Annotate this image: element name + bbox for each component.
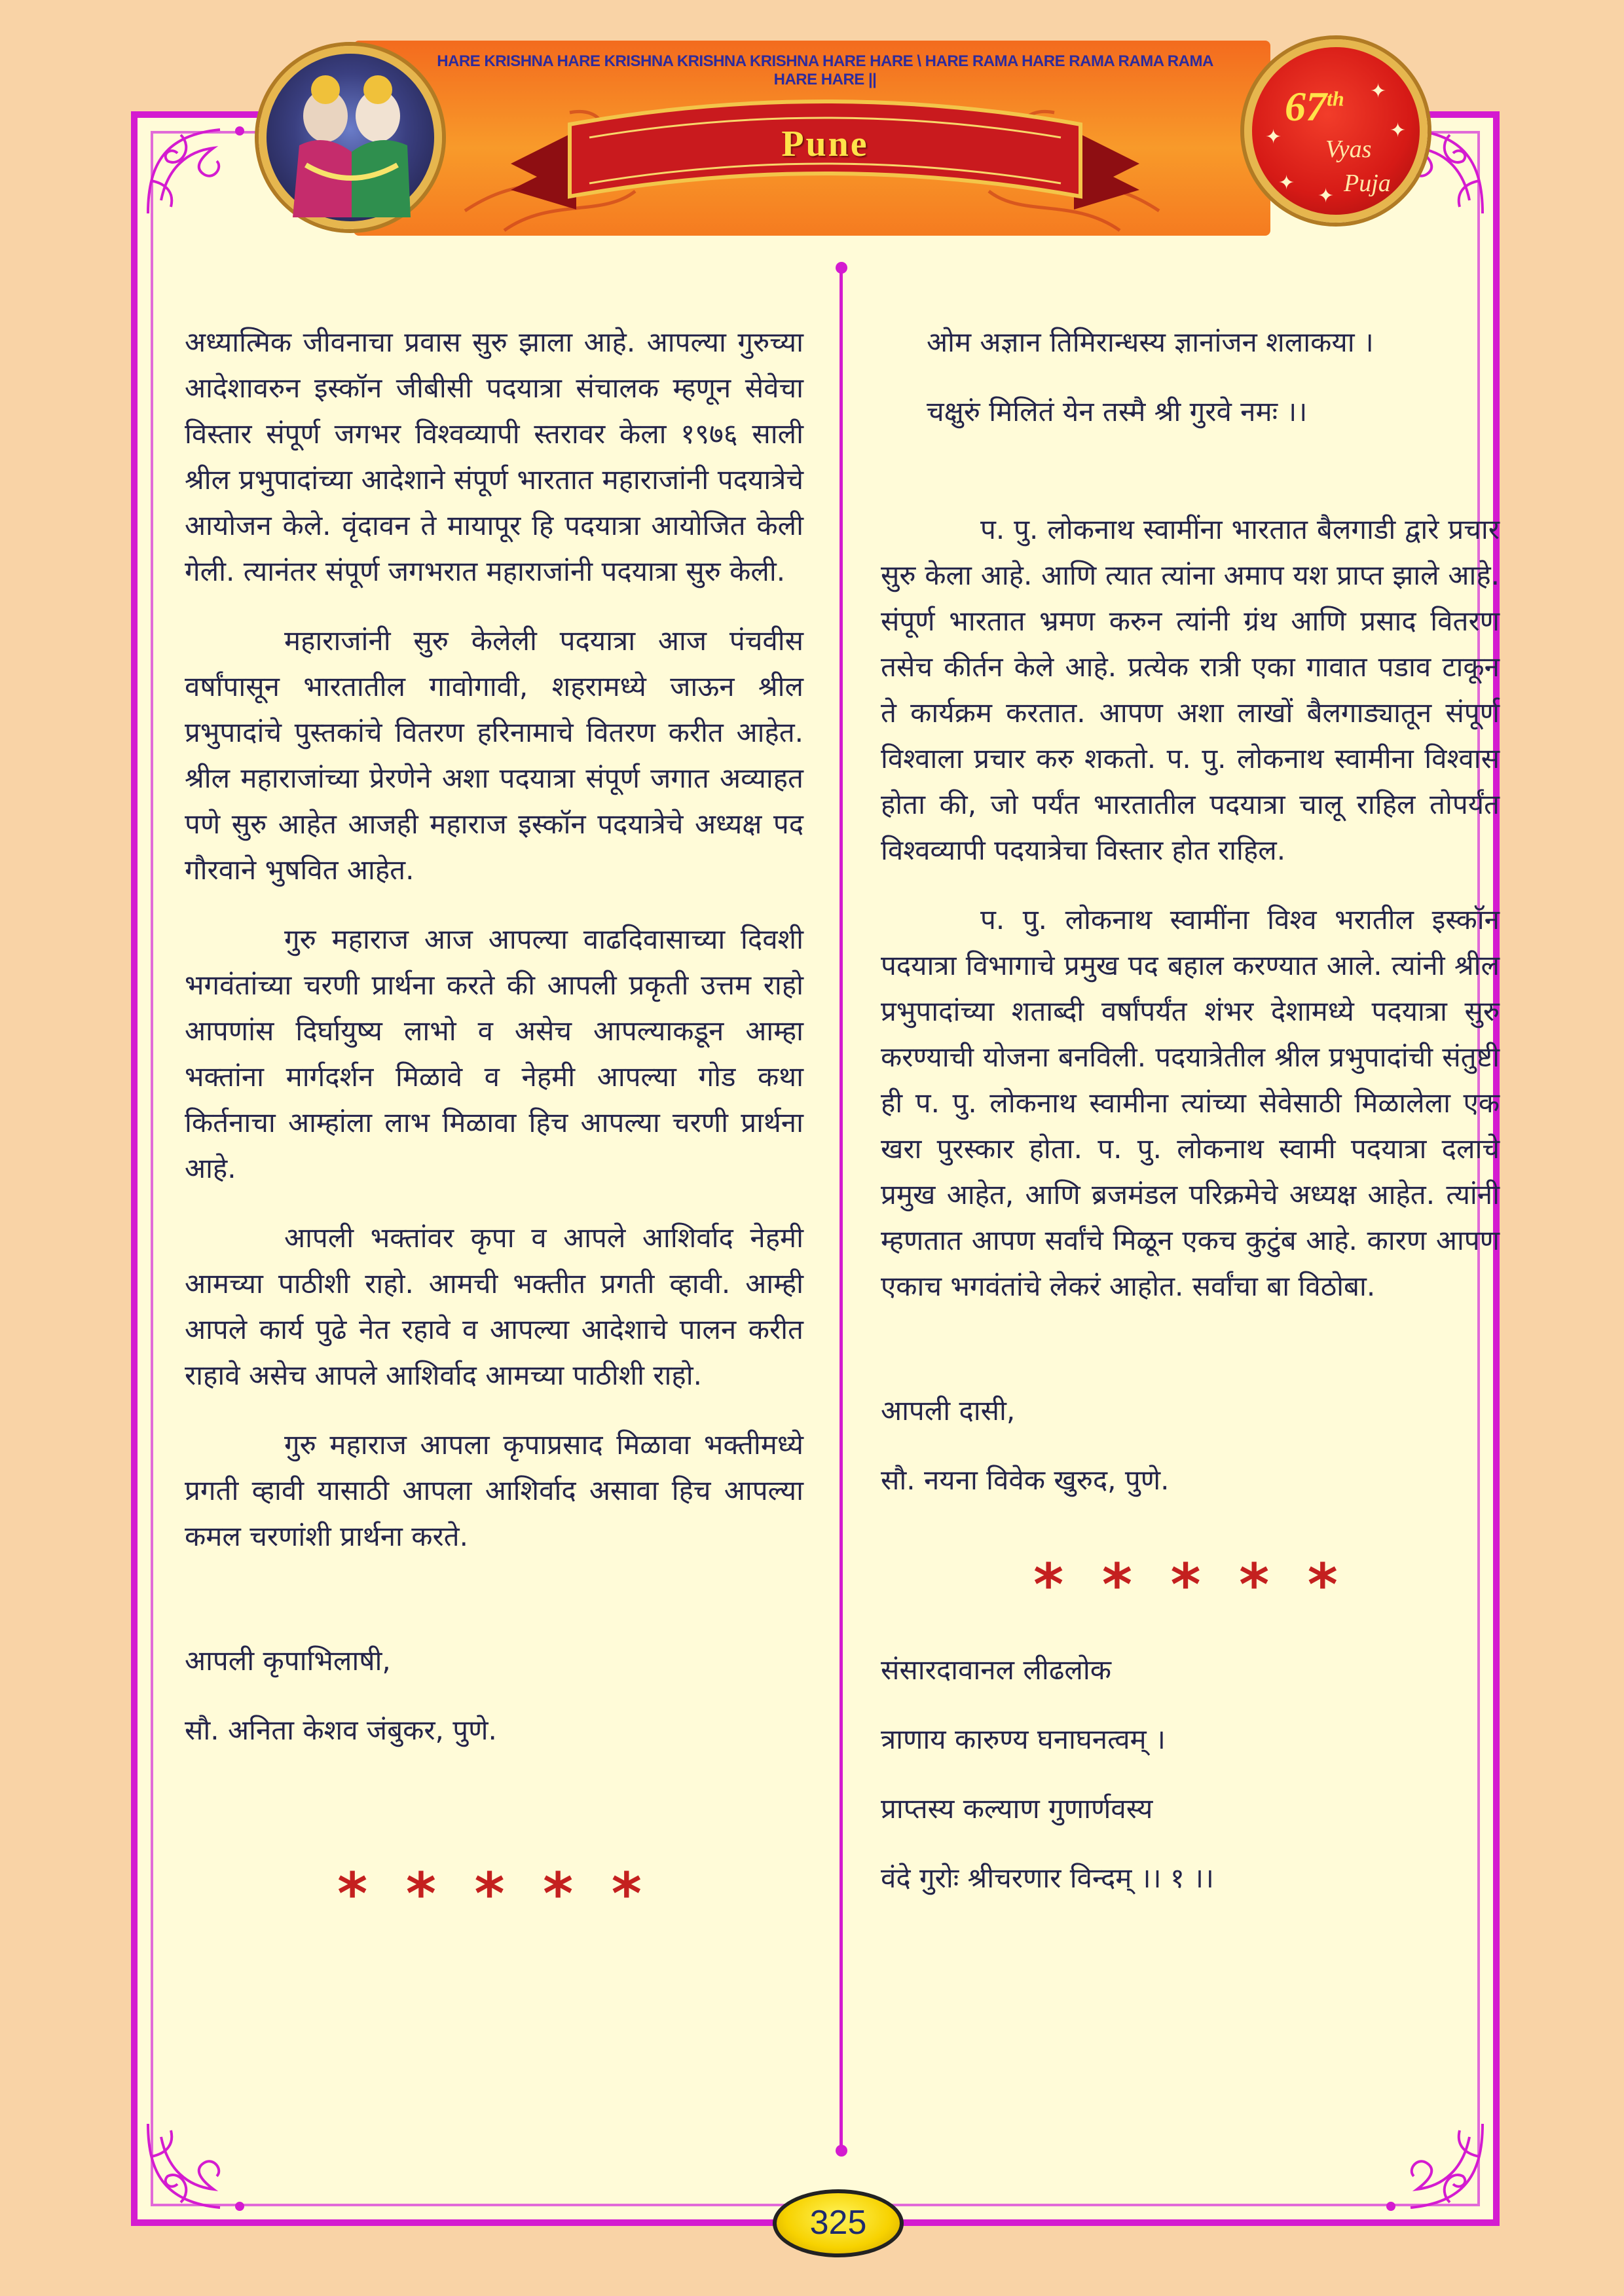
sloka-line-2: त्राणाय कारुण्य घनाघनत्वम् । [881,1723,1166,1755]
ribbon-banner-icon [498,85,1153,223]
star-icon: ✦ [1318,185,1335,208]
page-number: 325 [773,2189,904,2257]
header-mantra: HARE KRISHNA HARE KRISHNA KRISHNA KRISHNA HARE HARE \ HARE RAMA HARE RAMA RAMA RAMA HARE HARE || [437,52,1213,88]
right-column [881,319,1500,1901]
star-icon: ✦ [1370,80,1387,103]
right-paragraph-1: प. पु. लोकनाथ स्वामींना भारतात बैलगाडी द्वारे प्रचार सुरु केला आहे. आणि त्यात त्यांना अमाप यश प्राप्त झाले आहे. संपूर्ण भारतात भ्रमण करुन त्यांनी ग्रंथ आणि प्रसाद वितरण तसेच कीर्तन केले आहे. प्रत्येक रात्री एका गावात पडाव टाकून ते कार्यक्रम करतात. आपण अशा लाखों बैलगाड्यातून संपूर्ण विश्वाला प्रचार करु शकतो. प. पु. लोकनाथ स्वामीना विश्वास होता की, जो पर्यंत भारतातील पदयात्रा चालू राहिल तोपर्यंत विश्वव्यापी पदयात्रेचा विस्तार होत राहिल. [881,513,1500,866]
divider-dot-top [836,262,847,274]
left-closing: आपली कृपाभिलाषी, [185,1645,391,1677]
badge-suffix: th [1327,86,1344,111]
ribbon-title: Pune [781,124,869,164]
star-icon: ✦ [1265,126,1282,149]
right-verse-line-1: ओम अज्ञान तिमिरान्धस्य ज्ञानांजन शलाकया । [927,326,1374,358]
sloka-line-4: वंदे गुरोः श्रीचरणार विन्दम् ।। १ ।। [881,1862,1214,1894]
badge-number-text: 67 [1285,83,1327,130]
vyas-puja-badge-icon [1244,39,1428,223]
left-paragraph-2: महाराजांनी सुरु केलेली पदयात्रा आज पंचवीस वर्षांपासून भारतातील गावोगावी, शहरामध्ये जाऊन श्रील प्रभुपादांचे पुस्तकांचे वितरण हरिनामाचे वितरण करीत आहेत. श्रील महाराजांच्या प्रेरणेने अशा पदयात्रा संपूर्ण जगात अव्याहत पणे सुरु आहेत आजही महाराज इस्कॉन पदयात्रेचे अध्यक्ष पद गौरवाने भुषवित आहेत. [185,625,803,886]
badge-word-puja: Puja [1344,170,1391,197]
sloka-line-3: प्राप्तस्य कल्याण गुणार्णवस्य [881,1793,1153,1825]
corner-flourish-icon [141,2117,266,2215]
corner-flourish-icon [141,122,266,220]
left-paragraph-4: आपली भक्तांवर कृपा व आपले आशिर्वाद नेहमी आमच्या पाठीशी राहो. आमची भक्तीत प्रगती व्हावी. आम्ही आपले कार्य पुढे नेत रहावे व आपल्या आदेशाचे पालन करीत राहावे असेच आपले आशिर्वाद आमच्या पाठीशी राहो. [185,1222,803,1391]
star-icon: ✦ [1278,172,1295,194]
left-paragraph-1: अध्यात्मिक जीवनाचा प्रवास सुरु झाला आहे. आपल्या गुरुच्या आदेशावरुन इस्कॉन जीबीसी पदयात्रा संचालक म्हणून सेवेचा विस्तार संपूर्ण जगभर विश्वव्यापी स्तरावर केला १९७६ साली श्रील प्रभुपादांच्या आदेशाने संपूर्ण भारतात महाराजांनी पदयात्रेचे आयोजन केले. वृंदावन ते मायापूर हि पदयात्रा आयोजित केली गेली. त्यानंतर संपूर्ण जगभरात महाराजांनी पदयात्रा सुरु केली. [185,326,803,587]
left-paragraph-3: गुरु महाराज आज आपल्या वाढदिवासाच्या दिवशी भगवंतांच्या चरणी प्रार्थना करते की आपली प्रकृती उत्तम राहो आपणांस दिर्घायुष्य लाभो व असेच आपल्याकडून आम्हा भक्तांना मार्गदर्शन मिळावे व नेहमी आपल्या गोड कथा किर्तनाचा आम्हांला लाभ मिळावा हिच आपल्या चरणी प्रार्थना आहे. [185,923,803,1184]
corner-flourish-icon [1365,2117,1489,2215]
right-paragraph-2: प. पु. लोकनाथ स्वामींना विश्व भरातील इस्कॉन पदयात्रा विभागाचे प्रमुख पद बहाल करण्यात आले. त्यांनी श्रील प्रभुपादांच्या शताब्दी वर्षांपर्यंत शंभर देशामध्ये पदयात्रा सुरु करण्याची योजना बनविली. पदयात्रेतील श्रील प्रभुपादांची संतुष्टी ही प. पु. लोकनाथ स्वामीना त्यांच्या सेवेसाठी मिळालेला एक खरा पुरस्कार होता. प. पु. लोकनाथ स्वामी पदयात्रा दलाचे प्रमुख आहेत, आणि ब्रजमंडल परिक्रमेचे अध्यक्ष आहेत. त्यांनी म्हणतात आपण सर्वांचे मिळून एकच कुटुंब आहे. कारण आपण एकाच भगवंतांचे लेकरं आहोत. सर्वांचा बा विठोबा. [881,903,1500,1302]
left-signature: सौ. अनिता केशव जंबुकर, पुणे. [185,1714,497,1746]
left-column [185,319,803,1927]
deity-image-icon [267,54,434,221]
right-verse-line-2: चक्षुरुं मिलितं येन तस्मै श्री गुरवे नमः ।। [927,395,1308,428]
right-stars-divider: * * * * * [1033,1551,1347,1618]
badge-number [1285,82,1344,131]
badge-word-vyas: Vyas [1325,136,1372,163]
column-divider [840,268,843,2154]
left-paragraph-5: गुरु महाराज आपला कृपाप्रसाद मिळावा भक्तीमध्ये प्रगती व्हावी यासाठी आपला आशिर्वाद असावा हिच आपल्या कमल चरणांशी प्रार्थना करते. [185,1429,803,1552]
right-signature: सौ. नयना विवेक खुरुद, पुणे. [881,1464,1170,1496]
left-stars-divider: * * * * * [337,1860,651,1927]
deity-image [259,46,442,229]
divider-dot-bottom [836,2145,847,2157]
star-icon: ✦ [1390,119,1407,142]
right-closing: आपली दासी, [881,1394,1016,1427]
sloka-line-1: संसारदावानल लीढलोक [881,1654,1111,1686]
